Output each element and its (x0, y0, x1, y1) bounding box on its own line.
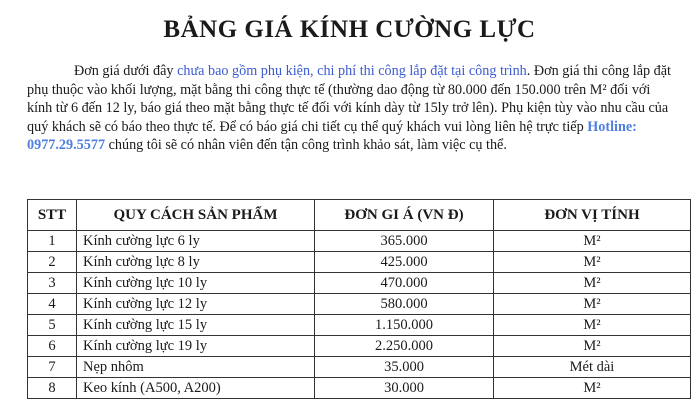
row-stt: 3 (28, 273, 77, 294)
row-price: 30.000 (315, 378, 494, 399)
row-price: 580.000 (315, 294, 494, 315)
row-price: 1.150.000 (315, 315, 494, 336)
row-product-name: Kính cường lực 15 ly (77, 315, 315, 336)
row-unit: M² (494, 336, 691, 357)
intro-highlight-text: chưa bao gồm phụ kiện, chi phí thi công lắp đặt tại công trình (177, 63, 527, 79)
row-stt: 5 (28, 315, 77, 336)
row-product-name: Kính cường lực 12 ly (77, 294, 315, 315)
row-price: 470.000 (315, 273, 494, 294)
hotline-text: Hotline: 0977.29.5577 (27, 118, 637, 154)
row-product-name: Keo kính (A500, A200) (77, 378, 315, 399)
table-row (28, 336, 691, 357)
row-unit: M² (494, 252, 691, 273)
table-row (28, 315, 691, 336)
row-price: 35.000 (315, 357, 494, 378)
intro-text-part-3: chúng tôi sẽ có nhân viên đến tận công trình khảo sát, làm việc cụ thể. (105, 137, 507, 154)
row-product-name: Kính cường lực 19 ly (77, 336, 315, 357)
table-row (28, 273, 691, 294)
table-row (28, 378, 691, 399)
intro-text-part-2: . Đơn giá thi công lắp đặt phụ thuộc vào khối lượng, mặt bằng thi công thực tế (thường dao động từ 80.000 đến 150.000 trên M² đối với kính từ 6 đến 12 ly, báo giá theo mặt bằng thực tế đối với kính dày từ 15ly trở lên). Phụ kiện tùy vào nhu cầu của quý khách sẽ có báo theo thực tế. Để có báo giá chi tiết cụ thể quý khách vui lòng liên hệ trực tiếp (27, 63, 671, 135)
row-stt: 4 (28, 294, 77, 315)
row-unit: M² (494, 231, 691, 252)
row-stt: 2 (28, 252, 77, 273)
header-stt: STT (28, 200, 77, 231)
table-row (28, 357, 691, 378)
row-product-name: Nẹp nhôm (77, 357, 315, 378)
table-row (28, 231, 691, 252)
table-header-row (28, 200, 691, 231)
price-table (27, 199, 691, 399)
row-stt: 6 (28, 336, 77, 357)
row-unit: M² (494, 315, 691, 336)
header-unit: ĐƠN VỊ TÍNH (494, 200, 691, 231)
row-price: 425.000 (315, 252, 494, 273)
intro-paragraph (27, 62, 677, 155)
row-stt: 7 (28, 357, 77, 378)
table-row (28, 294, 691, 315)
row-stt: 8 (28, 378, 77, 399)
row-stt: 1 (28, 231, 77, 252)
row-price: 2.250.000 (315, 336, 494, 357)
row-unit: M² (494, 378, 691, 399)
intro-text-part-1: Đơn giá dưới đây (74, 63, 178, 79)
header-price: ĐƠN GI Á (VN Đ) (315, 200, 494, 231)
header-product: QUY CÁCH SẢN PHẨM (77, 200, 315, 231)
page-title: BẢNG GIÁ KÍNH CƯỜNG LỰC (163, 16, 536, 43)
row-unit: M² (494, 273, 691, 294)
row-product-name: Kính cường lực 6 ly (77, 231, 315, 252)
table-row (28, 252, 691, 273)
row-price: 365.000 (315, 231, 494, 252)
row-unit: M² (494, 294, 691, 315)
row-unit: Mét dài (494, 357, 691, 378)
row-product-name: Kính cường lực 8 ly (77, 252, 315, 273)
row-product-name: Kính cường lực 10 ly (77, 273, 315, 294)
